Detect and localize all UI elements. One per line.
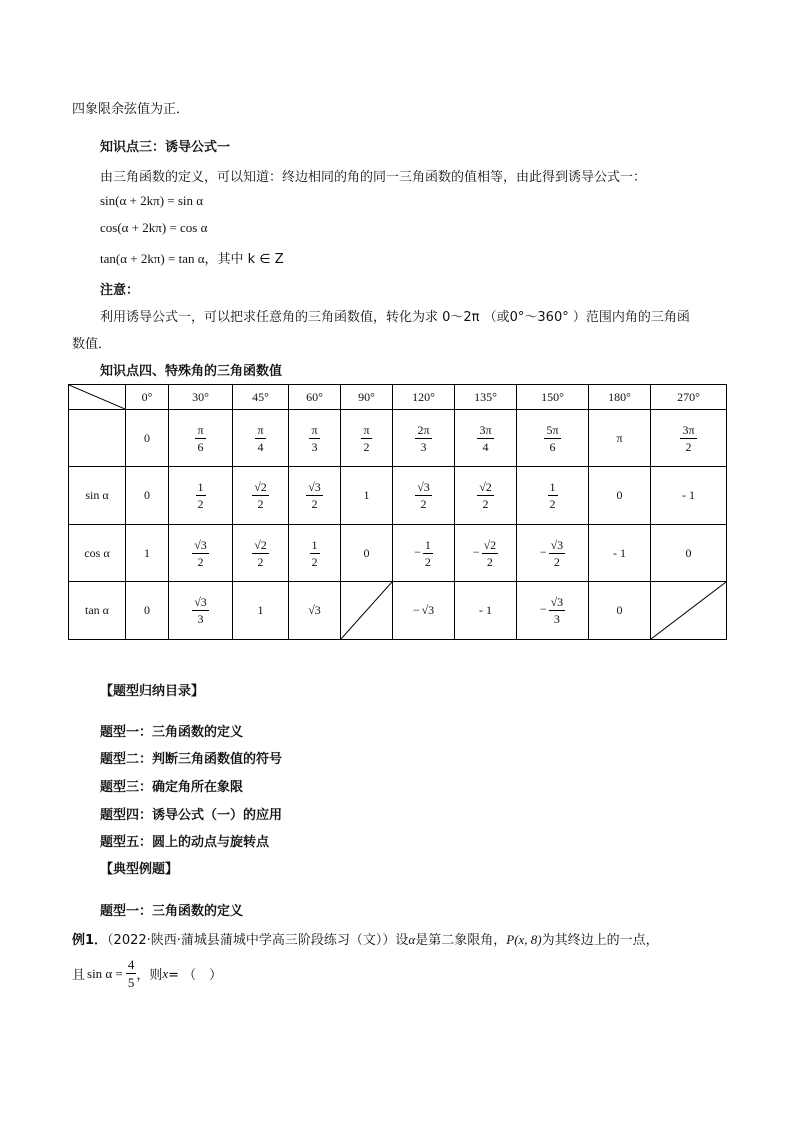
formula-tan-suffix: ，其中 k ∈ Z bbox=[204, 252, 284, 267]
tan-value bbox=[289, 582, 341, 640]
value-text: 0 bbox=[144, 603, 150, 617]
fraction-denominator: 6 bbox=[197, 439, 204, 454]
value-text: √3 bbox=[308, 603, 321, 617]
cos-value bbox=[455, 525, 517, 582]
tan-row bbox=[69, 582, 727, 640]
tan-value bbox=[233, 582, 289, 640]
fraction bbox=[415, 481, 432, 510]
fraction-denominator: 2 bbox=[363, 439, 370, 454]
minus-sign: − bbox=[539, 602, 547, 617]
formula-tan: tan(α + 2kπ) = tan α bbox=[100, 251, 205, 266]
cos-value bbox=[393, 525, 455, 582]
section4-heading: 知识点四、特殊角的三角函数值 bbox=[100, 364, 283, 379]
value-text: 0 bbox=[616, 603, 623, 617]
tan-value bbox=[169, 582, 233, 640]
cos-value bbox=[169, 525, 233, 582]
fraction bbox=[680, 424, 696, 453]
fraction bbox=[549, 539, 566, 568]
value-text: √3 bbox=[421, 603, 435, 617]
example-text-d: = （ ） bbox=[168, 968, 223, 983]
fraction bbox=[548, 481, 558, 510]
row-label: tan α bbox=[69, 582, 126, 640]
fraction-denominator: 2 bbox=[549, 497, 556, 511]
sin-value bbox=[517, 467, 589, 525]
catalog-item: 题型三：确定角所在象限 bbox=[100, 780, 244, 795]
special-angle-table bbox=[68, 384, 727, 640]
radian-cell bbox=[341, 410, 393, 467]
sin-value bbox=[589, 467, 651, 525]
catalog-item: 题型五：圆上的动点与旋转点 bbox=[100, 835, 270, 850]
examples-title: 【典型例题】 bbox=[100, 862, 179, 877]
fraction bbox=[255, 424, 265, 453]
radian-cell bbox=[233, 410, 289, 467]
continued-text: 四象限余弦值为正． bbox=[72, 102, 190, 117]
fraction bbox=[482, 539, 499, 568]
note-line-2: 数值． bbox=[72, 337, 112, 352]
fraction-numerator: 5π bbox=[546, 422, 559, 437]
tan-value bbox=[126, 582, 169, 640]
degree-cell: 90° bbox=[341, 385, 393, 410]
fraction-denominator: 4 bbox=[257, 439, 264, 454]
example1-line1 bbox=[72, 929, 659, 948]
value-text: 0 bbox=[685, 545, 692, 560]
value-text: - 1 bbox=[613, 545, 626, 560]
fraction bbox=[252, 481, 269, 510]
value-text: - 1 bbox=[479, 603, 492, 617]
alpha-symbol: α bbox=[408, 932, 416, 947]
note-line-1: 利用诱导公式一，可以把求任意角的三角函数值，转化为求 0～2π （或0°～360° ）范围内角的三角函 bbox=[100, 310, 690, 325]
degree-cell: 60° bbox=[289, 385, 341, 410]
minus-sign: − bbox=[539, 544, 547, 559]
formula-sin: sin(α + 2kπ) = sin α bbox=[100, 193, 204, 208]
example-text-c: ，则 bbox=[136, 968, 163, 983]
radian-cell bbox=[126, 410, 169, 467]
fraction-denominator: 2 bbox=[420, 497, 427, 511]
value-text: 1 bbox=[363, 488, 370, 502]
fraction-denominator: 2 bbox=[424, 554, 431, 569]
radian-cell bbox=[393, 410, 455, 467]
sin-lhs: sin α = bbox=[87, 965, 123, 981]
radian-cell bbox=[517, 410, 589, 467]
catalog-title: 【题型归纳目录】 bbox=[100, 684, 205, 699]
sin-value bbox=[341, 467, 393, 525]
cos-value bbox=[233, 525, 289, 582]
example1-line2 bbox=[72, 958, 222, 989]
corner-diagonal bbox=[69, 385, 125, 409]
degree-cell: 30° bbox=[169, 385, 233, 410]
degree-cell: 270° bbox=[651, 385, 727, 410]
fraction-denominator: 2 bbox=[257, 554, 264, 569]
fraction-numerator: √2 bbox=[479, 480, 492, 494]
tan-value bbox=[393, 582, 455, 640]
degree-cell: 150° bbox=[517, 385, 589, 410]
sin-value bbox=[455, 467, 517, 525]
fraction bbox=[361, 424, 371, 453]
fraction bbox=[306, 481, 323, 510]
fraction-numerator: 1 bbox=[424, 537, 431, 552]
sin-value bbox=[126, 467, 169, 525]
value-text: π bbox=[616, 430, 623, 445]
fraction bbox=[310, 539, 320, 568]
fraction-numerator: π bbox=[363, 422, 370, 437]
example-text-a: 是第二象限角， bbox=[415, 933, 507, 948]
fraction bbox=[477, 481, 494, 510]
row-label: sin α bbox=[69, 467, 126, 525]
example-source: （2022·陕西·蒲城县蒲城中学高三阶段练习（文））设 bbox=[107, 933, 409, 948]
sin-value bbox=[289, 467, 341, 525]
degree-cell: 180° bbox=[589, 385, 651, 410]
fraction-numerator: 3π bbox=[479, 422, 492, 437]
formula-cos: cos(α + 2kπ) = cos α bbox=[100, 220, 208, 235]
tan-value bbox=[517, 582, 589, 640]
fraction bbox=[192, 539, 209, 568]
sin-value bbox=[393, 467, 455, 525]
formula-tan-line bbox=[100, 248, 284, 267]
value-text: 1 bbox=[144, 545, 150, 560]
value-text: - 1 bbox=[682, 488, 695, 502]
fraction-denominator: 2 bbox=[257, 497, 264, 511]
fraction-numerator: 3π bbox=[682, 422, 695, 437]
note-title: 注意： bbox=[100, 283, 140, 298]
catalog-item: 题型二：判断三角函数值的符号 bbox=[100, 752, 283, 767]
value-text: 0 bbox=[616, 488, 623, 502]
fraction-denominator: 5 bbox=[127, 975, 135, 990]
example-text-b: 为其终边上的一点， bbox=[541, 933, 659, 948]
cos-row bbox=[69, 525, 727, 582]
tan-value bbox=[455, 582, 517, 640]
radian-cell bbox=[651, 410, 727, 467]
cos-value bbox=[341, 525, 393, 582]
point-p: P(x, 8) bbox=[506, 932, 542, 947]
fraction bbox=[196, 481, 206, 510]
undefined-diagonal bbox=[651, 582, 726, 639]
fraction-denominator: 2 bbox=[486, 554, 493, 569]
catalog-item: 题型一：三角函数的定义 bbox=[100, 725, 244, 740]
fraction-numerator: 1 bbox=[549, 480, 556, 494]
fraction-numerator: √3 bbox=[194, 595, 207, 609]
tan-undefined-cell bbox=[651, 582, 727, 640]
fraction-denominator: 4 bbox=[482, 439, 489, 454]
cos-value bbox=[289, 525, 341, 582]
minus-sign: − bbox=[414, 544, 421, 559]
degree-row bbox=[69, 385, 727, 410]
undefined-diagonal bbox=[341, 582, 392, 639]
value-text: 0 bbox=[363, 545, 370, 560]
line2-prefix: 且 bbox=[72, 968, 86, 983]
radian-cell bbox=[169, 410, 233, 467]
fraction-numerator: √3 bbox=[550, 595, 564, 609]
fraction-denominator: 2 bbox=[311, 497, 318, 511]
fraction bbox=[192, 596, 209, 625]
fraction-numerator: 2π bbox=[417, 422, 430, 437]
sin-value bbox=[233, 467, 289, 525]
fraction bbox=[195, 424, 205, 453]
degree-cell: 45° bbox=[233, 385, 289, 410]
fraction-numerator: 4 bbox=[127, 957, 135, 972]
degree-cell: 135° bbox=[455, 385, 517, 410]
type1-heading: 题型一：三角函数的定义 bbox=[100, 904, 244, 919]
fraction-numerator: 1 bbox=[197, 480, 204, 494]
fraction bbox=[415, 424, 431, 453]
value-text: 0 bbox=[144, 488, 150, 502]
radian-cell bbox=[589, 410, 651, 467]
fraction-numerator: √2 bbox=[254, 537, 267, 552]
cos-value bbox=[589, 525, 651, 582]
fraction-numerator: √3 bbox=[417, 480, 430, 494]
cos-value bbox=[126, 525, 169, 582]
sin-value bbox=[651, 467, 727, 525]
section3-intro: 由三角函数的定义，可以知道：终边相同的角的同一三角函数的值相等，由此得到诱导公式一： bbox=[100, 170, 647, 185]
minus-sign: − bbox=[472, 544, 480, 559]
variable-x: x bbox=[162, 965, 169, 981]
corner-cell bbox=[69, 385, 126, 410]
fraction-denominator: 3 bbox=[420, 439, 427, 454]
fraction bbox=[309, 424, 319, 453]
fraction bbox=[423, 539, 433, 568]
fraction bbox=[477, 424, 493, 453]
fraction bbox=[544, 424, 560, 453]
catalog-item: 题型四：诱导公式（一）的应用 bbox=[100, 808, 283, 823]
radian-cell bbox=[455, 410, 517, 467]
row-label: cos α bbox=[69, 525, 126, 582]
fraction-denominator: 2 bbox=[482, 497, 489, 511]
tan-value bbox=[589, 582, 651, 640]
fraction-numerator: √3 bbox=[308, 480, 321, 494]
fraction-4-5 bbox=[126, 958, 137, 989]
fraction-numerator: π bbox=[257, 422, 264, 437]
fraction-numerator: √2 bbox=[483, 537, 497, 552]
example-label: 例1． bbox=[72, 933, 108, 948]
fraction-denominator: 2 bbox=[197, 497, 204, 511]
radian-cell bbox=[289, 410, 341, 467]
cos-value bbox=[517, 525, 589, 582]
tan-undefined-cell bbox=[341, 582, 393, 640]
sin-value bbox=[169, 467, 233, 525]
fraction-numerator: √3 bbox=[194, 537, 207, 552]
fraction-denominator: 2 bbox=[311, 554, 318, 569]
minus-sign: − bbox=[412, 603, 420, 617]
fraction-numerator: π bbox=[311, 422, 318, 437]
fraction bbox=[252, 539, 269, 568]
fraction-denominator: 2 bbox=[685, 439, 692, 454]
fraction-numerator: √3 bbox=[550, 537, 564, 552]
fraction-denominator: 6 bbox=[549, 439, 556, 454]
degree-cell: 120° bbox=[393, 385, 455, 410]
radian-row bbox=[69, 410, 727, 467]
sin-row bbox=[69, 467, 727, 525]
value-text: 1 bbox=[257, 603, 264, 617]
degree-cell: 0° bbox=[126, 385, 169, 410]
section3-heading: 知识点三：诱导公式一 bbox=[100, 140, 231, 155]
fraction-denominator: 3 bbox=[311, 439, 318, 454]
fraction bbox=[549, 596, 566, 625]
radian-label-cell bbox=[69, 410, 126, 467]
fraction-denominator: 2 bbox=[553, 554, 560, 569]
fraction-denominator: 3 bbox=[197, 612, 204, 626]
fraction-denominator: 3 bbox=[553, 612, 560, 626]
fraction-denominator: 2 bbox=[197, 554, 204, 569]
cos-value bbox=[651, 525, 727, 582]
fraction-numerator: π bbox=[197, 422, 204, 437]
fraction-numerator: √2 bbox=[254, 480, 267, 494]
value-text: 0 bbox=[144, 430, 150, 445]
fraction-numerator: 1 bbox=[311, 537, 318, 552]
